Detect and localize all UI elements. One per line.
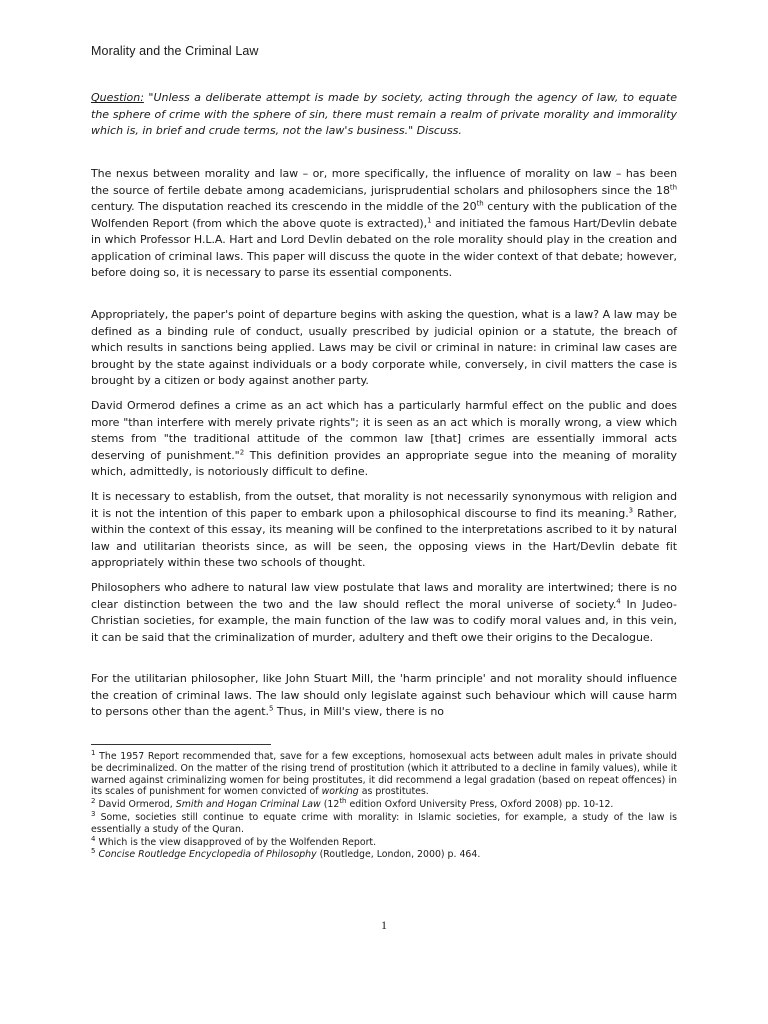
footnote-text: Which is the view disapproved of by the Wolfenden Report. xyxy=(95,836,377,848)
footnote-4 xyxy=(91,834,677,849)
paragraph-6-part-a: For the utilitarian philosopher, like John Stuart Mill, the 'harm principle' and not morality should influence the creation of criminal laws. The law should only legislate against such behaviour which will cause harm to persons other than the agent. xyxy=(91,672,677,718)
superscript-th: th xyxy=(669,182,677,191)
paragraph-4-part-b: Rather, within the context of this essay, its meaning will be confined to the interpretations ascribed to it by natural law and utilitarian theorists since, as will be seen, the opposing views in the Hart/Devlin debate fit appropriately within these two schools of thought. xyxy=(91,506,677,569)
footnote-number: 4 xyxy=(91,834,96,843)
footnote-number: 5 xyxy=(91,847,96,856)
paragraph-3-part-b: This definition provides an appropriate segue into the meaning of morality which, admittedly, is notoriously difficult to define. xyxy=(91,448,677,478)
footnote-ref-1[interactable]: 1 xyxy=(427,215,432,224)
paragraph-3-part-a: David Ormerod defines a crime as an act which has a particularly harmful effect on the public and does more "than interfere with merely private rights"; it is seen as an act which is morally wrong, a view which stems from "the traditional attitude of the common law [that] crimes are essentially immoral acts deserving of punishment." xyxy=(91,399,677,462)
footnote-ref-5[interactable]: 5 xyxy=(269,704,274,713)
paragraph-1 xyxy=(91,166,677,282)
footnote-text: (Routledge, London, 2000) p. 464. xyxy=(316,849,481,861)
paragraph-6 xyxy=(91,671,677,721)
superscript-th: th xyxy=(339,797,347,806)
paragraph-1-part-d: and initiated the famous Hart/Devlin debate in which Professor H.L.A. Hart and Lord Devlin debated on the role morality should play in the creation and application of criminal laws. This paper will discuss the quote in the wider context of that debate; however, before doing so, it is necessary to parse its essential components. xyxy=(91,216,677,279)
footnote-3 xyxy=(91,809,677,836)
footnote-text: as prostitutes. xyxy=(358,786,429,798)
paragraph-5-part-b: In Judeo-Christian societies, for example, the main function of the law was to codify moral values and, in this vein, it can be said that the criminalization of murder, adultery and theft owe their origins to the Decalogue. xyxy=(91,597,677,644)
footnote-text: edition Oxford University Press, Oxford 2008) pp. 10-12. xyxy=(346,799,614,811)
essay-question xyxy=(91,90,677,140)
paragraph-1-part-a: The nexus between morality and law – or, more specifically, the influence of morality on law – has been the source of fertile debate among academicians, jurisprudential scholars and philosophers since the 18 xyxy=(91,167,677,197)
question-text: "Unless a deliberate attempt is made by society, acting through the agency of law, to equate the sphere of crime with the sphere of sin, there must remain a realm of private morality and immorality which is, in brief and crude terms, not the law's business." Discuss. xyxy=(91,91,677,137)
footnote-1 xyxy=(91,748,677,798)
footnote-ref-2[interactable]: 2 xyxy=(239,447,245,456)
paragraph-6-part-b: Thus, in Mill's view, there is no xyxy=(273,705,444,718)
footnote-italic: working xyxy=(321,786,359,798)
footnotes-section xyxy=(91,748,677,862)
question-label: Question: xyxy=(91,91,144,104)
paragraph-4-part-a: It is necessary to establish, from the outset, that morality is not necessarily synonymous with religion and it is not the intention of this paper to embark upon a philosophical discourse to find its meaning. xyxy=(91,490,677,520)
page-number: 1 xyxy=(381,918,387,932)
footnote-ref-3[interactable]: 3 xyxy=(628,505,634,514)
footnote-text: Some, societies still continue to equate crime with morality: in Islamic societies, for example, a study of the law is essentially a study of the Quran. xyxy=(91,811,677,835)
paragraph-5-part-a: Philosophers who adhere to natural law view postulate that laws and morality are intertwined; there is no clear distinction between the two and the law should reflect the moral universe of society. xyxy=(91,581,677,611)
paragraph-4 xyxy=(91,489,677,572)
footnote-2 xyxy=(91,799,677,811)
footnote-text: The 1957 Report recommended that, save for a few exceptions, homosexual acts between adult males in private should be decriminalized. On the matter of the rising trend of prostitution (which it attributed to a decline in family values), while it warned against criminalizing women for being prostitutes, it did recommend a legal gradation (based on repeat offences) in its scales of punishment for women convicted of xyxy=(91,751,677,798)
footnote-number: 3 xyxy=(91,809,96,818)
footnote-italic: Smith and Hogan Criminal Law xyxy=(175,799,321,811)
footnote-number: 2 xyxy=(91,797,96,806)
footnote-separator xyxy=(91,744,271,745)
paragraph-1-part-b: century. The disputation reached its crescendo in the middle of the 20 xyxy=(91,200,477,213)
document-title: Morality and the Criminal Law xyxy=(91,44,259,58)
footnote-text: (12 xyxy=(320,799,340,811)
paragraph-2: Appropriately, the paper's point of departure begins with asking the question, what is a law? A law may be defined as a binding rule of conduct, usually prescribed by judicial opinion or a statute, the breach of which results in sanctions being applied. Laws may be civil or criminal in nature: in criminal law cases are brought by the state against individuals or a body corporate while, conversely, in civil matters the case is brought by a citizen or body against another party. xyxy=(91,308,677,387)
footnote-number: 1 xyxy=(91,748,96,757)
superscript-th: th xyxy=(476,199,484,208)
footnote-5 xyxy=(91,849,677,861)
paragraph-3 xyxy=(91,398,677,481)
footnote-text: David Ormerod, xyxy=(95,799,176,811)
paragraph-5 xyxy=(91,580,677,646)
footnote-italic: Concise Routledge Encyclopedia of Philosophy xyxy=(98,849,317,861)
footnote-ref-4[interactable]: 4 xyxy=(616,596,621,605)
paragraph-1-part-c: century with the publication of the Wolfenden Report (from which the above quote is extracted), xyxy=(91,200,677,230)
